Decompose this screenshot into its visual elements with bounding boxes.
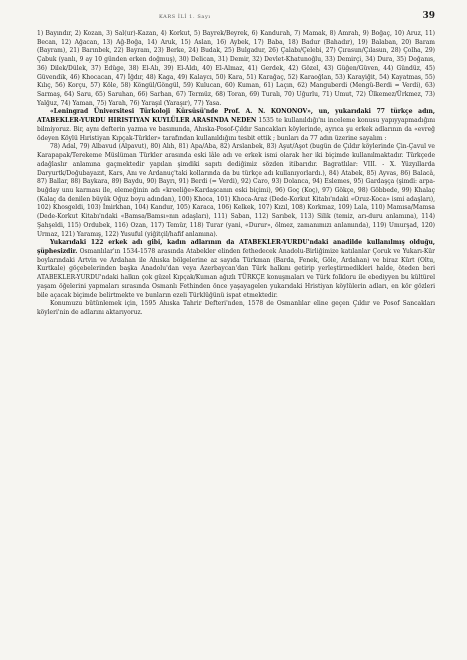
paragraph-names-list [37, 30, 435, 108]
paragraph-kononov [37, 108, 435, 143]
paragraph-female-names [37, 239, 435, 300]
paragraph-segment: Osmanlılar'ın 1534-1578 arasında Atabekler elinden fethedecek Anadolu-Birliğimize katılanlar Çoruk ve Yukarı-Kür boylarındaki Artvin ve Ardahan ile Ahıska bölgelerine az sayıda Türkman (Barda, Fenek, Göle, Ardahan) ve biraz Kürt (Oltu, Kurtkale) göçebelerinden başka Anadolu'dan veya Azerbaycan'dan Türk halkını getirip yerleştirmedikleri halde, öteden beri ATABEKLER-YURDU'ndaki halkın çok güzel Kıpçak/Kuman ağızlı TÜRKÇE konuşmaları ve Türk folkloru ile ebediyyen bu kültürel yaşam öğelerini yapmaları sırasında Osmanlı Fethinden önce yaşayagelen yukarıdaki Hristiyan köylülerin adları, en kör gözleri bile açacak biçimde belirtmekte ve bunların ezeli Türklüğünü ispat etmektedir. [37, 247, 435, 299]
paragraph-segment: Konumuzu bütünlemek için, 1595 Ahıska Tahrir Defteri'nden, 1578 de Osmanlılar eline geçen Çıldır ve Posof Sancakları köyleri'nin de adlarını aktarıyoruz. [37, 300, 435, 316]
paragraph-segment: 1535 te kullanıldığı'nı inceleme konusu yapıyyapmadığını bilmiyoruz. Bir, aynı defterin yazma ve basımında, Ahıska-Posof-Çıldır Sancakları köylerinde, ayrıca şu erkek adlarının da «evreğ ödeyen Köylü Hıristiyan Kıpçak-Türkler» tarafından kullanıldığını tesbit ettik ; bunları da 77 adın üzerine sayalım : [37, 117, 435, 142]
page-header [37, 12, 435, 24]
page-number: 39 [422, 11, 435, 21]
paragraph-additional-names [37, 143, 435, 239]
paragraph-conclusion [37, 300, 435, 317]
paragraph-segment: 78) Adal, 79) Albavud (Alpavut), 80) Alıh, 81) Apa/Aba, 82) Arslanbek, 83) Aşut/Aşot (bugün de Çıldır köylerinde Çin-Çavul ve Karapapak/Terekeme Müslüman Türkler arasında eski lâle adı ve erkek ismi olarak her iki biçimde kullanılmaktadır. Türkçede adağlaslır anlamına gaçmektedir yapılan şimdiki sapıtı dediğimiz sözden itibarıdır. Bagratlılar: VIII. - X. Yüzyıllarda Daryurtk/Doğubayazıt, Kars, Anı ve Ardanuç'taki kollarında da bu türkçe adı kullanıyorlardı.), 84) Atabek, 85) Ayvas, 86) Balacâ, 87) Ballar, 88) Baykara, 89) Baydu, 90) Bayrı, 91) Berdi (= Verdi), 92) Caro, 93) Dolanca, 94) Eslemes, 95) Gardaşça (şimdi: arpa-buğday unu karması ile, elemeğinin adı «kreeliğe»Kardaşcanın eski biçimi), 96) Goç (Koç), 97) Gökçe, 98) Göbbede, 99) Khalaç (Kalaç da denilen büyük Oğuz boyu adından), 100) Khoca, 101) Khoca-Araz (Dede-Korkut Kitabı'ndaki «Oruz-Koca» ismi adaşları), 102) Khosgeldi, 103) İmirkhan, 104) Kandur, 105) Karaca, 106) Kelkek, 107) Kızıl, 108) Korkmaz, 109) Lala, 110) Mamısa/Mamsa (Dede-Korkut Kitabı'ndaki «Bamsa/Bamsı»nın adaşları), 111) Saban, 112) Sarıbek, 113) Silik (temiz, arı-duru anlamına), 114) Şahşeldi, 115) Ordubek, 116) Ozan, 117) Temür, 118) Turar (yani, «Durur», ölmez, zamanımızı anlamında), 119) Umurşad, 120) Urmaz, 121) Yaramış, 122) Yusuful (yiğitçil/hafif anlamına). [37, 143, 435, 238]
paragraph-segment: 1) Bayındır, 2) Kozan, 3) Sal(ur)-Kazan, 4) Korkut, 5) Bayrek/Beyrek, 6) Kandurah, 7) Mamak, 8) Amrah, 9) Boğaç, 10) Aruz, 11) Becan, 12) Ağacan, 13) Ağ-Boğa, 14) Aruk, 15) Aslan, 16) Aybek, 17) Baba, 18) Badur (Bahadır), 19) Balaban, 20) Baram (Bayram), 21) Barınbek, 22) Bayram, 23) Berke, 24) Budak, 25) Bulgadur, 26) Çalabı/Çelebi, 27) Çırasun/Çılasun, 28) Çolha, 29) Çabuk (yanlı, 9 ay 10 günden erken doğmuş), 30) Delican, 31) Demir, 32) Devlet-Khatunoğlu, 33) Demirçi, 34) Dura, 35) Doğanıs, 36) Dilek/Dülek, 37) Edüge, 38) El-Alı, 39) El-Aldı, 40) El-Almaz, 41) Gerdek, 42) Gözel, 43) Güğen/Güven, 44) Gündüz, 45) Güvendik, 46) Khocacan, 47) İğdır, 48) Kaga, 49) Kalaycı, 50) Kara, 51) Karağaç, 52) Karaoğlan, 53) Karayiğit, 54) Kayatmas, 55) Kılıç, 56) Korçu, 57) Köle, 58) Köngül/Göngül, 59) Kulucan, 60) Kuman, 61) Laçın, 62) Manguberdi (Mengü-Berdi = Verdi), 63) Sarmaş, 64) Saru, 65) Saruhan, 66) Sarhan, 67) Termüz, 68) Toran, 69) Turalı, 70) Uğurlu, 71) Umut, 72) Ülkemez/Ürkmez, 73) Yalğuz, 74) Yaman, 75) Yarah, 76) Yaraşıl (Yaraşır), 77) Yasa. [37, 30, 435, 107]
paragraph-segment-bold: Yukarıdaki 122 erkek adı gibi, kadın adlarının da ATABEKLER-YURDU'ndaki anadilde kullanılmış olduğu, şüphesizdir. [37, 239, 435, 255]
running-title: KARS İLİ 1. Sayı [159, 14, 211, 20]
paragraph-segment-bold: «Leningrad Üniversitesi Türkoloji Kürsüsü'nde Prof. A. N. KONONOV», un, yukarıdaki 77 türkçe adın, ATABEKLER-YURDU HIRISTIYAN KUYLÜLER ARASINDA NEDEN [37, 108, 435, 125]
body-text [37, 30, 435, 318]
